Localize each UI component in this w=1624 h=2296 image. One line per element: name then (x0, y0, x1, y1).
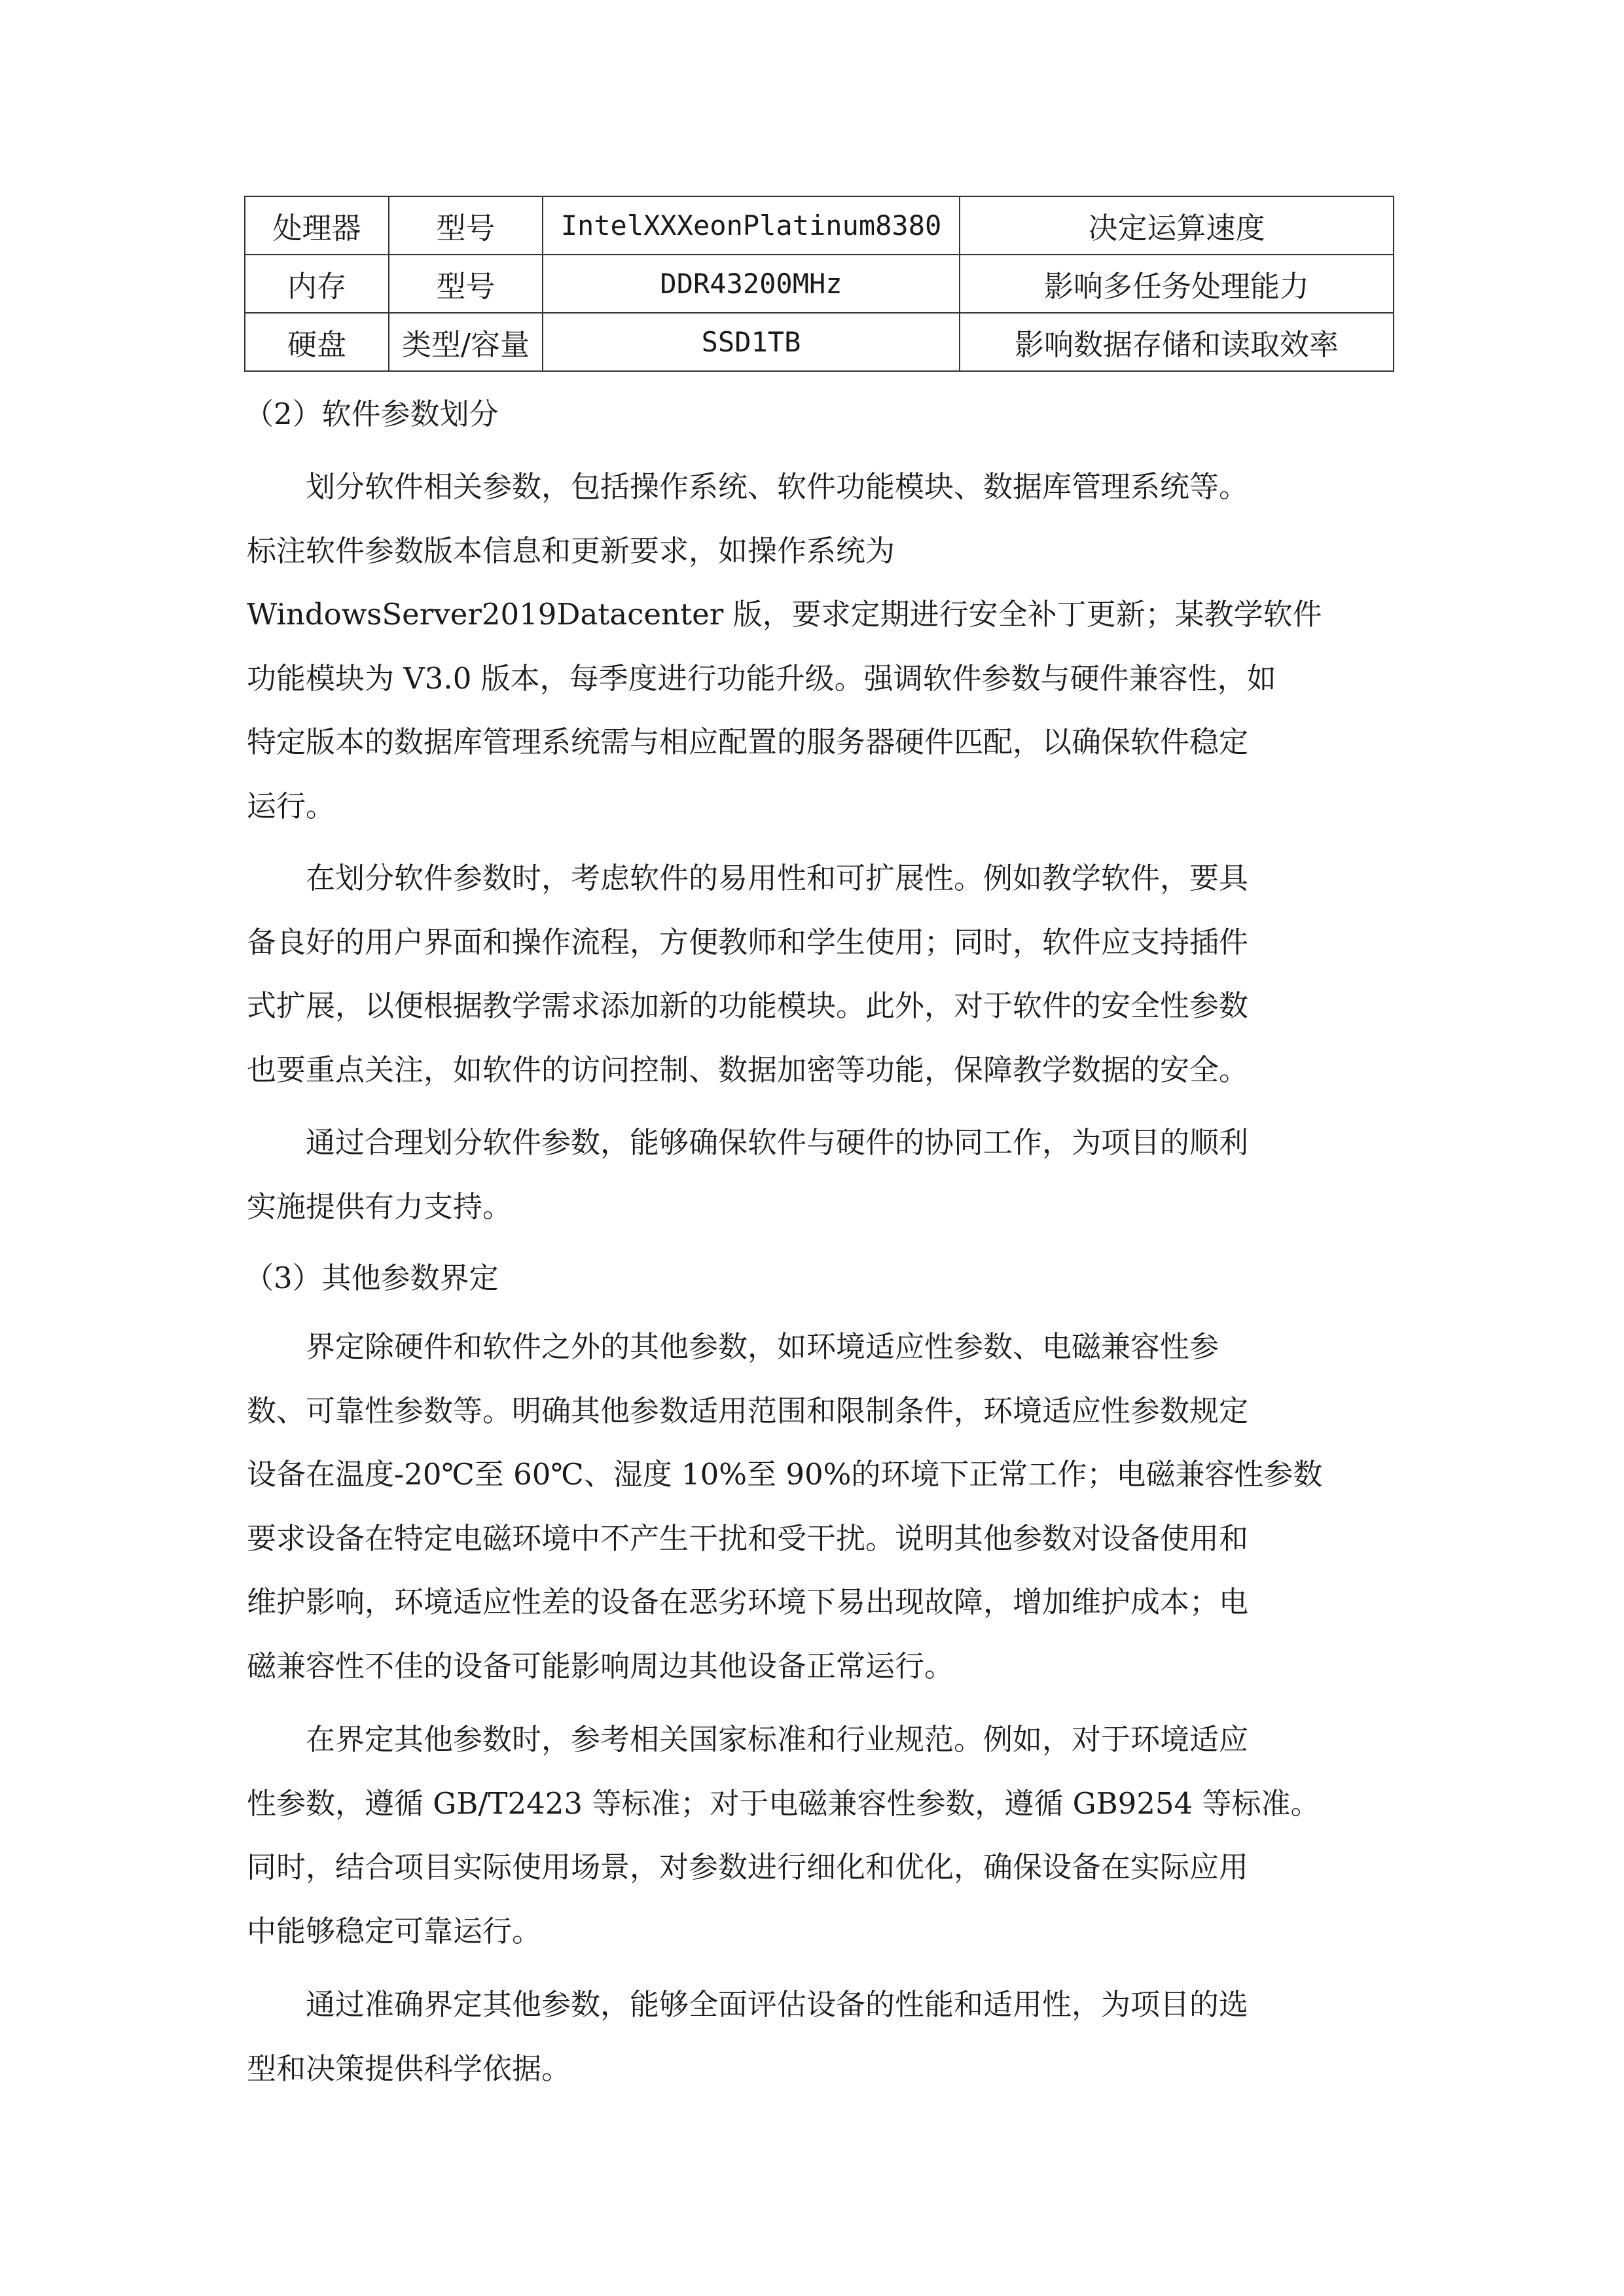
text-line: 备良好的用户界面和操作流程，方便教师和学生使用；同时，软件应支持插件 (247, 924, 1249, 960)
table-row (245, 255, 1394, 313)
text-line: 划分软件相关参数，包括操作系统、软件功能模块、数据库管理系统等。 (306, 469, 1249, 504)
table-cell-spec: SSD1TB (543, 313, 960, 371)
table-cell-component: 内存 (245, 255, 389, 313)
text-line: 数、可靠性参数等。明确其他参数适用范围和限制条件，环境适应性参数规定 (247, 1393, 1249, 1428)
text-line: 通过合理划分软件参数，能够确保软件与硬件的协同工作，为项目的顺利 (306, 1125, 1249, 1160)
text-line: 磁兼容性不佳的设备可能影响周边其他设备正常运行。 (247, 1648, 954, 1683)
text-line: 运行。 (247, 788, 336, 823)
table-cell-spec: DDR43200MHz (543, 255, 960, 313)
section-heading-software: （2）软件参数划分 (244, 397, 499, 431)
other-paragraph-2 (247, 1708, 1389, 1963)
text-line: 在界定其他参数时，参考相关国家标准和行业规范。例如，对于环境适应 (306, 1722, 1249, 1757)
table-row (245, 196, 1394, 255)
text-line: 性参数，遵循 GB/T2423 等标准；对于电磁兼容性参数，遵循 GB9254 等标准。 (247, 1785, 1320, 1821)
text-line: WindowsServer2019Datacenter 版，要求定期进行安全补丁更新；某教学软件 (247, 597, 1322, 632)
other-paragraph-1 (247, 1315, 1389, 1698)
table-cell-impact: 影响数据存储和读取效率 (960, 313, 1394, 371)
table-cell-impact: 决定运算速度 (960, 196, 1394, 255)
software-paragraph-3 (247, 1111, 1389, 1238)
table-cell-spec: IntelXXXeonPlatinum8380 (543, 196, 960, 255)
text-line: 特定版本的数据库管理系统需与相应配置的服务器硬件匹配，以确保软件稳定 (247, 725, 1249, 760)
table-cell-component: 硬盘 (245, 313, 389, 371)
software-paragraph-1 (247, 455, 1389, 838)
table-cell-attribute: 型号 (389, 255, 543, 313)
table-cell-component: 处理器 (245, 196, 389, 255)
text-line: 实施提供有力支持。 (247, 1189, 513, 1224)
text-line: 中能够稳定可靠运行。 (247, 1913, 542, 1948)
hardware-parameter-table (244, 196, 1394, 372)
table-cell-impact: 影响多任务处理能力 (960, 255, 1394, 313)
text-line: 设备在温度-20℃至 60℃、湿度 10%至 90%的环境下正常工作；电磁兼容性参数 (247, 1457, 1323, 1492)
text-line: 维护影响，环境适应性差的设备在恶劣环境下易出现故障，增加维护成本；电 (247, 1585, 1249, 1620)
text-line: 同时，结合项目实际使用场景，对参数进行细化和优化，确保设备在实际应用 (247, 1850, 1249, 1885)
text-line: 型和决策提供科学依据。 (247, 2051, 571, 2086)
text-line: 式扩展，以便根据教学需求添加新的功能模块。此外，对于软件的安全性参数 (247, 988, 1249, 1024)
section-heading-other: （3）其他参数界定 (244, 1261, 499, 1295)
table-cell-attribute: 类型/容量 (389, 313, 543, 371)
text-line: 要求设备在特定电磁环境中不产生干扰和受干扰。说明其他参数对设备使用和 (247, 1520, 1249, 1556)
table-cell-attribute: 型号 (389, 196, 543, 255)
table-row (245, 313, 1394, 371)
text-line: 标注软件参数版本信息和更新要求，如操作系统为 (247, 533, 895, 568)
text-line: 通过准确界定其他参数，能够全面评估设备的性能和适用性，为项目的选 (306, 1987, 1249, 2022)
software-paragraph-2 (247, 846, 1389, 1102)
text-line: 界定除硬件和软件之外的其他参数，如环境适应性参数、电磁兼容性参 (306, 1329, 1219, 1364)
text-line: 也要重点关注，如软件的访问控制、数据加密等功能，保障教学数据的安全。 (247, 1052, 1249, 1087)
other-paragraph-3 (247, 1973, 1389, 2100)
text-line: 在划分软件参数时，考虑软件的易用性和可扩展性。例如教学软件，要具 (306, 861, 1249, 895)
text-line: 功能模块为 V3.0 版本，每季度进行功能升级。强调软件参数与硬件兼容性，如 (247, 660, 1276, 696)
